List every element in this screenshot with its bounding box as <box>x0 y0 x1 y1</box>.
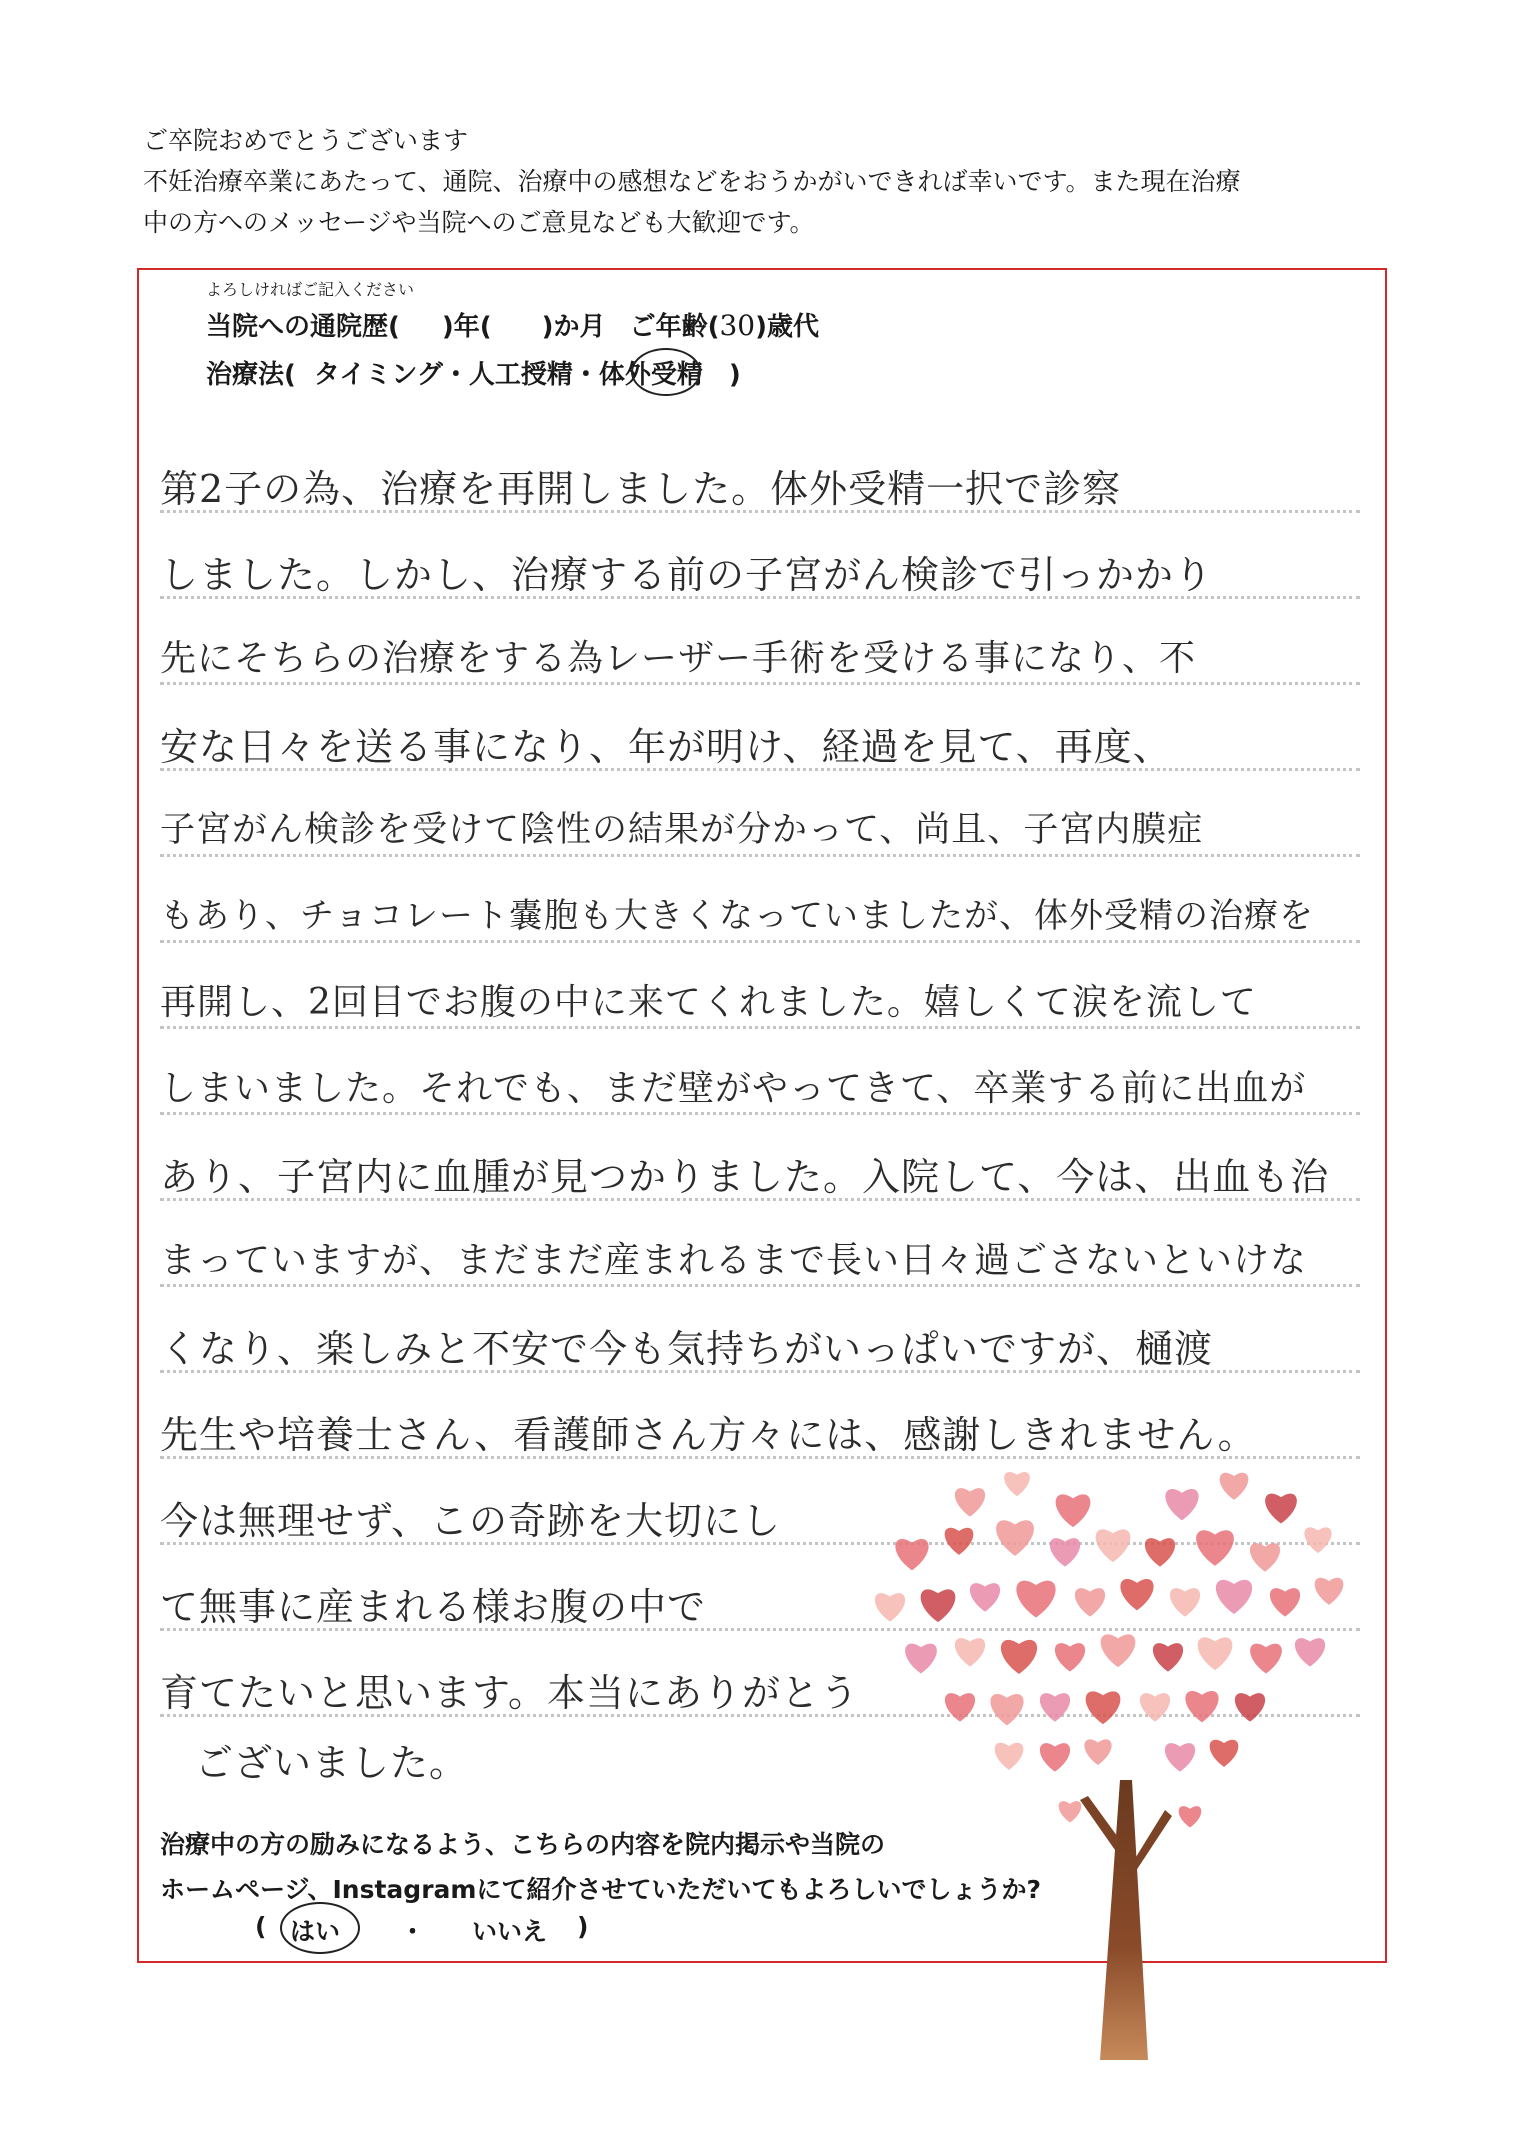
message-line: 安な日々を送る事になり、年が明け、経過を見て、再度、 <box>160 725 1172 769</box>
message-line: 育てたいと思います。本当にありがとう <box>160 1671 859 1715</box>
message-line: くなり、楽しみと不安で今も気持ちがいっぱいですが、樋渡 <box>160 1327 1214 1371</box>
treatment-separator-1: ・ <box>442 360 469 390</box>
age-field[interactable]: 30 <box>719 309 756 342</box>
message-line: 子宮がん検診を受けて陰性の結果が分かって、尚且、子宮内膜症 <box>160 810 1204 850</box>
consent-question-line-2: ホームページ、Instagramにて紹介させていただいてもよろしいでしょうか? <box>160 1875 1041 1904</box>
consent-close-paren: ) <box>577 1912 589 1941</box>
intro-line-2: 中の方へのメッセージや当院へのご意見なども大歓迎です。 <box>143 208 815 237</box>
years-label: )年( <box>441 312 492 342</box>
treatment-option-ivf[interactable] <box>599 354 703 391</box>
treatment-option-artificial[interactable]: 人工授精 <box>468 360 573 390</box>
rule-line <box>160 682 1360 685</box>
rule-line <box>160 940 1360 943</box>
consent-no-label: いいえ <box>472 1917 548 1946</box>
message-line: 第2子の為、治療を再開しました。体外受精一択で診察 <box>160 467 1122 511</box>
heart-tree-illustration <box>830 1460 1410 2080</box>
consent-question-line-1: 治療中の方の励みになるよう、こちらの内容を院内掲示や当院の <box>160 1830 886 1859</box>
selection-circle <box>280 1902 360 1954</box>
message-line: て無事に産まれる様お腹の中で <box>160 1585 707 1629</box>
months-label: )か月 <box>541 312 606 342</box>
message-line: 先にそちらの治療をする為レーザー手術を受ける事になり、不 <box>160 638 1197 679</box>
selection-circle <box>631 348 701 396</box>
treatment-option-ivf-label: 体外受精 <box>598 360 703 390</box>
intro-line-1: 不妊治療卒業にあたって、通院、治療中の感想などをおうかがいできれば幸いです。また現在治療 <box>143 167 1241 196</box>
congrats-line: ご卒院おめでとうございます <box>143 126 469 155</box>
treatment-option-timing[interactable]: タイミング <box>313 360 443 390</box>
message-line: 今は無理せず、この奇跡を大切にし <box>160 1499 781 1543</box>
consent-no-option[interactable] <box>472 1912 547 1948</box>
consent-separator: ・ <box>400 1917 426 1946</box>
message-line: ございました。 <box>195 1741 469 1785</box>
consent-yes-label: はい <box>290 1917 341 1946</box>
treatment-close: ) <box>728 360 741 390</box>
message-line: しまいました。それでも、まだ壁がやってきて、卒業する前に出血が <box>160 1068 1307 1109</box>
message-line: あり、子宮内に血腫が見つかりました。入院して、今は、出血も治 <box>160 1155 1330 1199</box>
page-header <box>143 120 1393 243</box>
message-line: もあり、チョコレート嚢胞も大きくなっていましたが、体外受精の治療を <box>160 896 1314 936</box>
heart-canopy <box>875 1472 1343 1828</box>
visit-history-line <box>206 306 819 343</box>
age-label: ご年齢( <box>629 312 720 342</box>
fill-in-hint: よろしければご記入ください <box>206 280 415 299</box>
treatment-label: 治療法( <box>206 360 296 390</box>
tree-trunk <box>1080 1780 1172 2060</box>
visit-history-label: 当院への通院歴( <box>206 312 400 342</box>
treatment-separator-2: ・ <box>572 360 599 390</box>
rule-line <box>160 1112 1360 1115</box>
message-line: まっていますが、まだまだ産まれるまで長い日々過ごさないといけな <box>160 1240 1308 1281</box>
rule-line <box>160 1284 1360 1287</box>
age-suffix: )歳代 <box>755 312 819 342</box>
consent-open-paren: ( <box>255 1912 267 1941</box>
rule-line <box>160 1026 1360 1029</box>
message-line: しました。しかし、治療する前の子宮がん検診で引っかかり <box>160 553 1214 597</box>
rule-line <box>160 854 1360 857</box>
message-line: 再開し、2回目でお腹の中に来てくれました。嬉しくて涙を流して <box>160 982 1257 1023</box>
treatment-line <box>206 354 741 391</box>
message-line: 先生や培養士さん、看護師さん方々には、感謝しきれません。 <box>160 1413 1257 1457</box>
